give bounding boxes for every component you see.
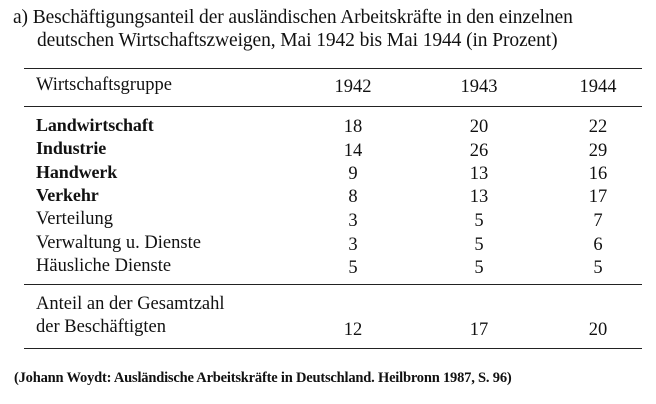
header-rule bbox=[24, 106, 642, 107]
total-label-line-2: der Beschäftigten bbox=[36, 317, 166, 337]
cell-haeusliche-1943: 5 bbox=[474, 258, 484, 278]
cell-verkehr-1944: 17 bbox=[588, 187, 608, 207]
cell-industrie-1943: 26 bbox=[469, 141, 489, 161]
cell-total-1944: 20 bbox=[588, 320, 608, 340]
cell-verteilung-1944: 7 bbox=[593, 211, 603, 231]
bottom-rule bbox=[24, 348, 642, 349]
total-label-line-1: Anteil an der Gesamtzahl bbox=[36, 294, 225, 314]
header-wirtschaftsgruppe: Wirtschaftsgruppe bbox=[36, 75, 172, 95]
row-label-verwaltung: Verwaltung u. Dienste bbox=[36, 233, 201, 253]
top-rule bbox=[24, 68, 642, 69]
cell-verwaltung-1942: 3 bbox=[348, 235, 358, 255]
row-label-verteilung: Verteilung bbox=[36, 209, 114, 229]
table-title bbox=[13, 6, 649, 52]
cell-landwirtschaft-1942: 18 bbox=[343, 117, 363, 137]
header-1944: 1944 bbox=[579, 77, 617, 97]
title-line-1: a) Beschäftigungsanteil der ausländischen Arbeitskräfte in den einzelnen bbox=[13, 7, 573, 28]
cell-landwirtschaft-1944: 22 bbox=[588, 117, 608, 137]
cell-industrie-1944: 29 bbox=[588, 141, 608, 161]
row-label-handwerk: Handwerk bbox=[36, 162, 118, 182]
cell-total-1942: 12 bbox=[343, 320, 363, 340]
row-label-industrie: Industrie bbox=[36, 138, 107, 158]
total-rule bbox=[24, 284, 642, 285]
source-citation: (Johann Woydt: Ausländische Arbeitskräfte in Deutschland. Heilbronn 1987, S. 96) bbox=[14, 370, 512, 386]
cell-industrie-1942: 14 bbox=[343, 141, 363, 161]
cell-verwaltung-1944: 6 bbox=[593, 235, 603, 255]
header-1943: 1943 bbox=[460, 77, 498, 97]
cell-handwerk-1944: 16 bbox=[588, 164, 608, 184]
cell-verwaltung-1943: 5 bbox=[474, 235, 484, 255]
header-1942: 1942 bbox=[334, 77, 372, 97]
row-label-haeusliche-dienste: Häusliche Dienste bbox=[36, 256, 172, 276]
cell-handwerk-1943: 13 bbox=[469, 164, 489, 184]
row-label-landwirtschaft: Landwirtschaft bbox=[36, 115, 154, 135]
cell-verkehr-1943: 13 bbox=[469, 187, 489, 207]
cell-landwirtschaft-1943: 20 bbox=[469, 117, 489, 137]
cell-verteilung-1943: 5 bbox=[474, 211, 484, 231]
cell-handwerk-1942: 9 bbox=[348, 164, 358, 184]
row-label-verkehr: Verkehr bbox=[36, 185, 99, 205]
title-line-2: deutschen Wirtschaftszweigen, Mai 1942 bis Mai 1944 (in Prozent) bbox=[37, 30, 558, 51]
cell-total-1943: 17 bbox=[469, 320, 489, 340]
cell-haeusliche-1944: 5 bbox=[593, 258, 603, 278]
cell-verkehr-1942: 8 bbox=[348, 187, 358, 207]
cell-verteilung-1942: 3 bbox=[348, 211, 358, 231]
cell-haeusliche-1942: 5 bbox=[348, 258, 358, 278]
